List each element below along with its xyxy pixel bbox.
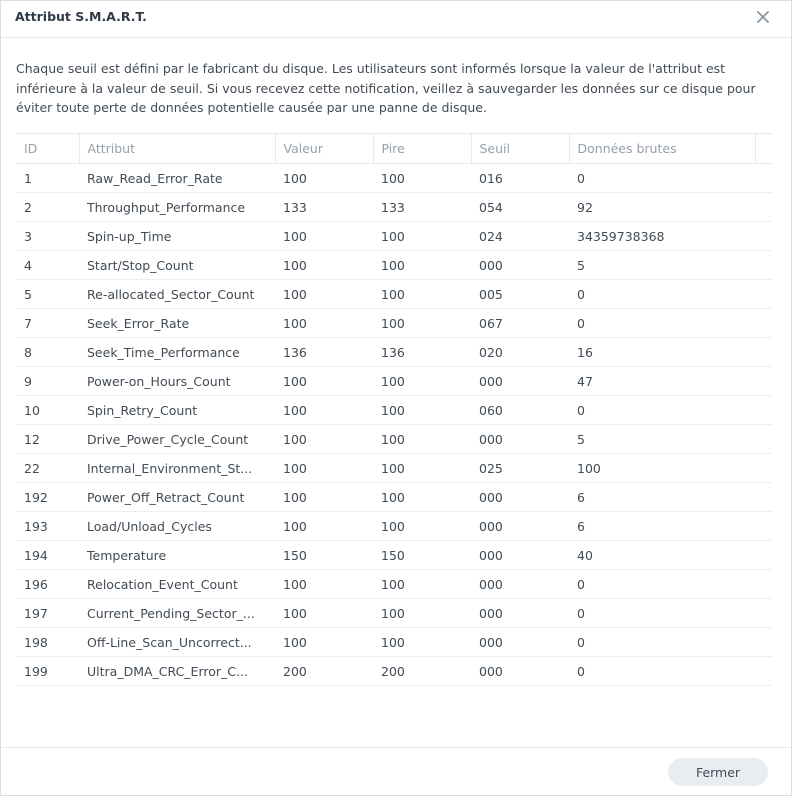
cell-attribute: Seek_Time_Performance [79,338,275,367]
cell-threshold: 000 [471,657,569,686]
cell-worst: 200 [373,657,471,686]
cell-id: 10 [16,396,79,425]
cell-raw-data: 0 [569,657,755,686]
cell-id: 3 [16,222,79,251]
table-row[interactable] [16,367,772,396]
cell-attribute: Spin_Retry_Count [79,396,275,425]
cell-worst: 100 [373,309,471,338]
cell-attribute: Raw_Read_Error_Rate [79,164,275,193]
cell-threshold: 060 [471,396,569,425]
cell-value: 100 [275,280,373,309]
cell-threshold: 025 [471,454,569,483]
table-row[interactable] [16,570,772,599]
table-row[interactable] [16,338,772,367]
cell-value: 150 [275,541,373,570]
cell-attribute: Temperature [79,541,275,570]
cell-value: 100 [275,396,373,425]
table-row[interactable] [16,193,772,222]
table-row[interactable] [16,599,772,628]
cell-threshold: 000 [471,425,569,454]
cell-filler [755,193,772,222]
cell-id: 5 [16,280,79,309]
cell-value: 100 [275,599,373,628]
table-row[interactable] [16,541,772,570]
cell-attribute: Seek_Error_Rate [79,309,275,338]
cell-id: 194 [16,541,79,570]
table-row[interactable] [16,657,772,686]
table-row[interactable] [16,483,772,512]
table-row[interactable] [16,512,772,541]
close-button[interactable]: Fermer [668,758,768,786]
dialog-title: Attribut S.M.A.R.T. [15,9,147,24]
cell-threshold: 000 [471,570,569,599]
cell-raw-data: 6 [569,483,755,512]
title-divider [1,37,791,38]
cell-filler [755,425,772,454]
table-row[interactable] [16,280,772,309]
column-header-raw-data[interactable]: Données brutes [569,134,755,164]
cell-value: 100 [275,164,373,193]
table-row[interactable] [16,164,772,193]
column-header-filler [755,134,772,164]
cell-raw-data: 92 [569,193,755,222]
cell-worst: 100 [373,454,471,483]
cell-value: 133 [275,193,373,222]
cell-id: 196 [16,570,79,599]
cell-worst: 100 [373,570,471,599]
cell-threshold: 000 [471,367,569,396]
cell-worst: 100 [373,280,471,309]
cell-raw-data: 0 [569,280,755,309]
column-header-worst[interactable]: Pire [373,134,471,164]
cell-id: 9 [16,367,79,396]
table-row[interactable] [16,222,772,251]
cell-attribute: Relocation_Event_Count [79,570,275,599]
cell-value: 100 [275,309,373,338]
table-header-row [16,134,772,164]
cell-worst: 100 [373,251,471,280]
cell-value: 200 [275,657,373,686]
cell-raw-data: 34359738368 [569,222,755,251]
cell-worst: 100 [373,222,471,251]
cell-value: 100 [275,367,373,396]
table-row[interactable] [16,425,772,454]
cell-filler [755,599,772,628]
cell-worst: 100 [373,512,471,541]
cell-attribute: Power_Off_Retract_Count [79,483,275,512]
cell-worst: 100 [373,483,471,512]
cell-filler [755,483,772,512]
cell-id: 12 [16,425,79,454]
cell-worst: 133 [373,193,471,222]
smart-attribute-table [16,133,772,686]
column-header-value[interactable]: Valeur [275,134,373,164]
cell-value: 100 [275,454,373,483]
cell-filler [755,280,772,309]
cell-filler [755,657,772,686]
cell-value: 100 [275,628,373,657]
cell-attribute: Spin-up_Time [79,222,275,251]
cell-threshold: 000 [471,512,569,541]
cell-threshold: 020 [471,338,569,367]
cell-attribute: Ultra_DMA_CRC_Error_C... [79,657,275,686]
cell-attribute: Start/Stop_Count [79,251,275,280]
cell-attribute: Off-Line_Scan_Uncorrect... [79,628,275,657]
cell-value: 100 [275,425,373,454]
cell-attribute: Power-on_Hours_Count [79,367,275,396]
cell-raw-data: 40 [569,541,755,570]
cell-attribute: Re-allocated_Sector_Count [79,280,275,309]
cell-raw-data: 0 [569,396,755,425]
cell-id: 7 [16,309,79,338]
table-row[interactable] [16,309,772,338]
cell-threshold: 005 [471,280,569,309]
footer-divider [1,747,791,748]
column-header-id[interactable]: ID [16,134,79,164]
dialog-titlebar [1,1,791,33]
cell-worst: 150 [373,541,471,570]
cell-worst: 136 [373,338,471,367]
cell-filler [755,222,772,251]
cell-raw-data: 0 [569,164,755,193]
cell-threshold: 054 [471,193,569,222]
cell-id: 193 [16,512,79,541]
column-header-threshold[interactable]: Seuil [471,134,569,164]
cell-id: 198 [16,628,79,657]
cell-raw-data: 0 [569,309,755,338]
cell-filler [755,251,772,280]
cell-threshold: 016 [471,164,569,193]
cell-value: 136 [275,338,373,367]
cell-worst: 100 [373,367,471,396]
cell-attribute: Drive_Power_Cycle_Count [79,425,275,454]
table-row[interactable] [16,251,772,280]
cell-id: 4 [16,251,79,280]
cell-threshold: 000 [471,541,569,570]
cell-worst: 100 [373,396,471,425]
smart-table-container [16,133,772,686]
dialog-description: Chaque seuil est défini par le fabricant du disque. Les utilisateurs sont informés lorsque la valeur de l'attribut est inférieure à la valeur de seuil. Si vous recevez cette notification, veillez à sauvegarder les données sur ce disque pour éviter toute perte de données potentielle causée par une panne de disque. [16,61,756,115]
cell-threshold: 000 [471,483,569,512]
cell-attribute: Throughput_Performance [79,193,275,222]
cell-filler [755,570,772,599]
cell-raw-data: 0 [569,570,755,599]
cell-attribute: Current_Pending_Sector_... [79,599,275,628]
cell-id: 199 [16,657,79,686]
cell-threshold: 000 [471,628,569,657]
cell-value: 100 [275,483,373,512]
cell-threshold: 000 [471,251,569,280]
cell-attribute: Load/Unload_Cycles [79,512,275,541]
cell-value: 100 [275,512,373,541]
table-row[interactable] [16,396,772,425]
cell-id: 192 [16,483,79,512]
table-row[interactable] [16,628,772,657]
cell-filler [755,309,772,338]
column-header-attribute[interactable]: Attribut [79,134,275,164]
cell-raw-data: 0 [569,628,755,657]
close-icon[interactable] [755,9,771,25]
table-body [16,164,772,686]
cell-worst: 100 [373,425,471,454]
cell-raw-data: 16 [569,338,755,367]
cell-filler [755,454,772,483]
cell-filler [755,541,772,570]
cell-threshold: 000 [471,599,569,628]
cell-value: 100 [275,570,373,599]
cell-raw-data: 0 [569,599,755,628]
table-row[interactable] [16,454,772,483]
cell-threshold: 067 [471,309,569,338]
cell-filler [755,396,772,425]
cell-raw-data: 47 [569,367,755,396]
cell-filler [755,628,772,657]
cell-id: 197 [16,599,79,628]
cell-worst: 100 [373,599,471,628]
cell-id: 8 [16,338,79,367]
cell-id: 2 [16,193,79,222]
cell-filler [755,512,772,541]
cell-id: 1 [16,164,79,193]
cell-filler [755,164,772,193]
cell-threshold: 024 [471,222,569,251]
cell-raw-data: 5 [569,251,755,280]
cell-raw-data: 100 [569,454,755,483]
cell-value: 100 [275,222,373,251]
cell-raw-data: 5 [569,425,755,454]
cell-filler [755,338,772,367]
cell-worst: 100 [373,164,471,193]
cell-value: 100 [275,251,373,280]
cell-filler [755,367,772,396]
cell-attribute: Internal_Environment_St... [79,454,275,483]
cell-raw-data: 6 [569,512,755,541]
cell-worst: 100 [373,628,471,657]
cell-id: 22 [16,454,79,483]
